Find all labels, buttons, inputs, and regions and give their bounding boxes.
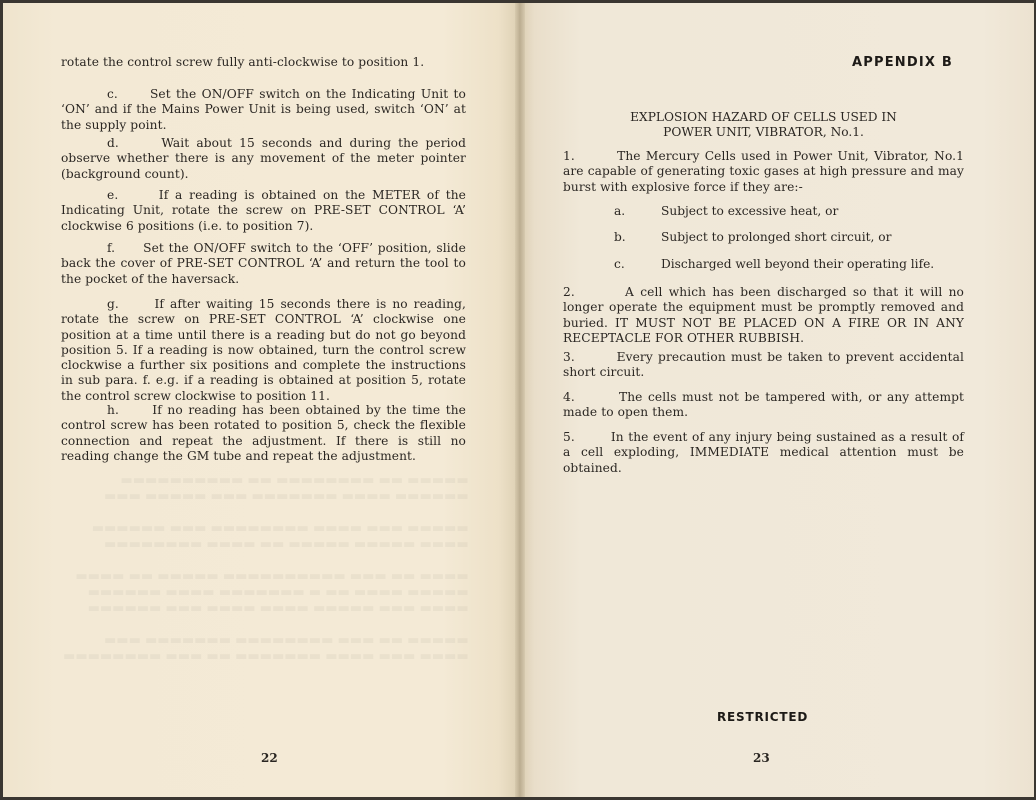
item-d xyxy=(61,136,466,182)
sub-item-label: c. xyxy=(614,257,625,271)
item-label: g. xyxy=(107,297,119,311)
appendix-heading: APPENDIX B xyxy=(852,55,953,70)
para-text: The cells must not be tampered with, or any attempt made to open them. xyxy=(563,390,965,420)
book-spine xyxy=(515,3,525,797)
para-text: In the event of any injury being sustained as a result of a cell exploding, IMMEDIATE medical attention must be obtained. xyxy=(563,430,964,475)
show-through-text: ▬▬▬▬▬ ▬▬ ▬▬▬▬▬▬▬▬ ▬▬ ▬▬▬▬▬▬▬▬▬▬ ▬▬▬▬▬▬ ▬▬▬▬ ▬▬▬▬▬▬▬ ▬▬▬ ▬▬▬▬▬ ▬▬▬ ▬▬▬▬▬ ▬▬▬ ▬▬▬▬ ▬▬▬▬▬▬▬▬ ▬▬▬ ▬▬▬▬▬▬ ▬▬▬▬ ▬▬▬▬▬ ▬▬▬▬▬ ▬▬ ▬▬▬▬ ▬▬▬▬▬▬▬▬ ▬▬▬▬ ▬▬ ▬▬▬ ▬▬▬▬▬▬▬▬▬▬ ▬▬▬▬▬ ▬▬ ▬▬▬▬ ▬▬▬▬▬ ▬▬▬▬ ▬▬ ▬ ▬▬▬▬▬▬▬ ▬▬▬▬ ▬▬▬▬▬▬ ▬▬▬▬ ▬▬▬ ▬▬▬▬▬ ▬▬▬▬ ▬▬▬▬ ▬▬▬ ▬▬▬▬▬▬ ▬▬▬▬▬ ▬▬ ▬▬▬ ▬▬▬▬▬▬▬▬ ▬▬▬▬▬▬▬ ▬▬▬ ▬▬▬▬ ▬▬▬ ▬▬▬▬ ▬▬▬▬▬▬▬ ▬▬ ▬▬▬ ▬▬▬▬▬▬▬▬ xyxy=(63,473,469,664)
sub-item-text: Subject to excessive heat, or xyxy=(661,204,839,218)
sub-item-text: Discharged well beyond their operating life. xyxy=(661,257,935,271)
item-label: d. xyxy=(107,136,119,150)
left-page xyxy=(3,3,519,797)
sub-item-label: a. xyxy=(614,204,626,218)
title-line-2: POWER UNIT, VIBRATOR, No.1. xyxy=(663,125,864,139)
page-number: 23 xyxy=(753,751,770,765)
item-text: If no reading has been obtained by the time the control screw has been rotated to position 5, check the flexible connection and repeat the adjustment. If there is still no reading change the GM tube and repeat the adjustment. xyxy=(61,403,466,463)
booklet-spread xyxy=(3,3,1034,797)
item-text: Set the ON/OFF switch to the ‘OFF’ position, slide back the cover of PRE-SET CONTROL ‘A’ and return the tool to the pocket of the haversack. xyxy=(61,241,466,286)
item-label: f. xyxy=(107,241,116,255)
item-text: If a reading is obtained on the METER of the Indicating Unit, rotate the screw on PRE-SET CONTROL ‘A’ clockwise 6 positions (i.e. to position 7). xyxy=(61,188,466,233)
item-c xyxy=(61,87,466,133)
para-text: A cell which has been discharged so that it will no longer operate the equipment must be promptly removed and buried. IT MUST NOT BE PLACED ON A FIRE OR IN ANY RECEPTACLE FOR OTHER RUBBISH. xyxy=(563,285,964,345)
right-page xyxy=(519,3,1034,797)
paragraph-5 xyxy=(563,430,964,476)
paragraph-1 xyxy=(563,149,964,195)
page-number: 22 xyxy=(261,751,278,765)
item-f xyxy=(61,241,466,287)
item-text: Wait about 15 seconds and during the period observe whether there is any movement of the meter pointer (background count). xyxy=(61,136,466,181)
sub-item-b xyxy=(614,230,984,245)
item-label: h. xyxy=(107,403,119,417)
sub-item-a xyxy=(614,204,984,219)
sub-item-label: b. xyxy=(614,230,626,244)
security-marking: RESTRICTED xyxy=(717,710,809,724)
continuation-text xyxy=(61,55,466,70)
item-text: Set the ON/OFF switch on the Indicating Unit to ‘ON’ and if the Mains Power Unit is being used, switch ‘ON’ at the supply point. xyxy=(61,87,466,132)
para-label: 1. xyxy=(563,149,575,163)
item-e xyxy=(61,188,466,234)
paragraph-3 xyxy=(563,350,964,381)
para-label: 3. xyxy=(563,350,575,364)
para-text: Every precaution must be taken to prevent accidental short circuit. xyxy=(563,350,964,380)
item-label: e. xyxy=(107,188,119,202)
para-text: The Mercury Cells used in Power Unit, Vibrator, No.1 are capable of generating toxic gases at high pressure and may burst with explosive force if they are:- xyxy=(563,149,964,194)
item-text: If after waiting 15 seconds there is no reading, rotate the screw on PRE-SET CONTROL ‘A’ clockwise one position at a time until there is a reading but do not go beyond position 5. If a reading is now obtained, turn the control screw clockwise a further six positions and complete the instructions in sub para. f. e.g. if a reading is obtained at position 5, rotate the control screw clockwise to position 11. xyxy=(61,297,466,403)
continuation-line: rotate the control screw fully anti-clockwise to position 1. xyxy=(61,55,425,69)
para-label: 4. xyxy=(563,390,575,404)
sub-item-text: Subject to prolonged short circuit, or xyxy=(661,230,892,244)
paragraph-2 xyxy=(563,285,964,346)
section-title xyxy=(563,110,964,140)
title-line-1: EXPLOSION HAZARD OF CELLS USED IN xyxy=(630,110,897,124)
para-label: 5. xyxy=(563,430,575,444)
para-label: 2. xyxy=(563,285,575,299)
item-g xyxy=(61,297,466,404)
sub-item-c xyxy=(614,257,984,272)
paragraph-4 xyxy=(563,390,964,421)
item-h xyxy=(61,403,466,464)
item-label: c. xyxy=(107,87,118,101)
